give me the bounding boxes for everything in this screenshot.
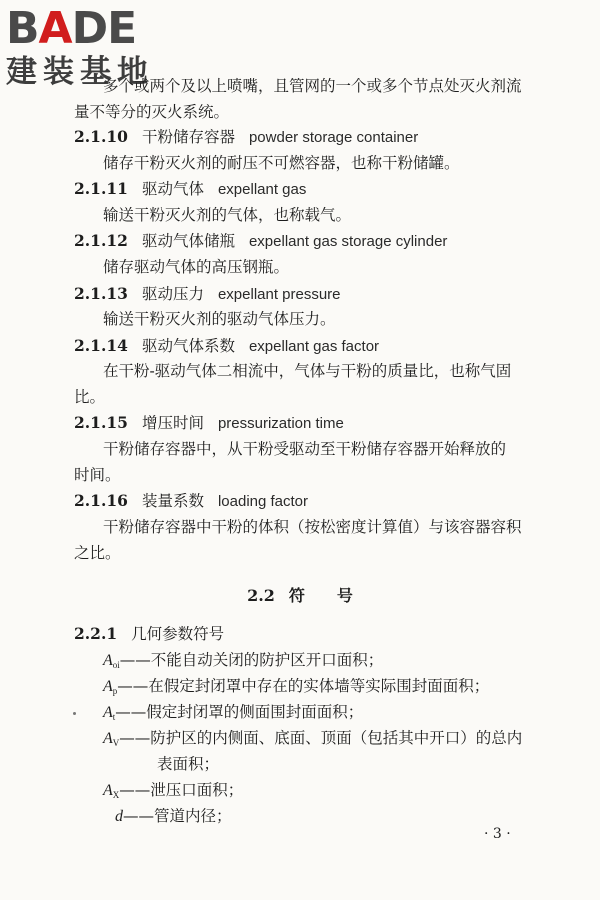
term-chinese: 增压时间	[141, 414, 204, 432]
symbol-entry: $A_V——$防护区的内侧面、底面、顶面（包括其中开口）的总内	[103, 729, 523, 748]
term-definition: 储存驱动气体的高压钢瓶。	[103, 258, 290, 276]
term-english: expellant gas storage cylinder	[248, 233, 448, 250]
term-chinese: 装量系数	[141, 492, 204, 510]
term-english: powder storage container	[248, 129, 419, 146]
symbol-description-cont: 表面积；	[157, 755, 220, 773]
symbol-description: 管道内径；	[154, 807, 232, 825]
logo-tagline: 建装基地	[6, 54, 154, 90]
term-number: 2.1.12	[74, 231, 128, 250]
term-definition: 在干粉-驱动气体二相流中，气体与干粉的质量比，也称气固	[103, 362, 512, 380]
symbol-entry: d——管道内径；	[115, 807, 232, 825]
subsection-heading	[74, 624, 224, 644]
page-number: · 3 ·	[484, 826, 511, 842]
symbol: $A_t$	[103, 704, 116, 722]
term-heading	[74, 336, 379, 357]
term-definition: 储存干粉灭火剂的耐压不可燃容器，也称干粉储罐。	[103, 154, 460, 172]
term-heading	[74, 413, 344, 434]
symbol-description: 防护区的内侧面、底面、顶面（包括其中开口）的总内	[150, 729, 523, 747]
term-number: 2.1.11	[74, 179, 128, 198]
term-definition-cont: 时间。	[74, 466, 121, 484]
term-number: 2.1.16	[74, 491, 128, 510]
logo-wordmark: BADE	[6, 3, 137, 54]
term-number: 2.1.13	[74, 284, 128, 303]
term-chinese: 干粉储存容器	[141, 128, 235, 146]
term-definition-cont: 之比。	[74, 544, 121, 562]
symbol-entry: $A_{oi}——$不能自动关闭的防护区开口面积；	[103, 651, 384, 670]
symbol-description: 不能自动关闭的防护区开口面积；	[150, 651, 384, 669]
term-definition: 输送干粉灭火剂的气体，也称载气。	[103, 206, 352, 224]
symbol-description: 在假定封闭罩中存在的实体墙等实际围封面面积；	[148, 677, 490, 695]
term-chinese: 驱动气体	[141, 180, 204, 198]
term-number: 2.1.10	[74, 127, 128, 146]
continued-paragraph-line-1: 多个或两个及以上喷嘴，且管网的一个或多个节点处灭火剂流	[103, 77, 522, 95]
symbol: d	[115, 808, 123, 825]
term-definition: 干粉储存容器中干粉的体积（按松密度计算值）与该容器容积	[103, 518, 522, 536]
symbol: $A_V$	[103, 730, 120, 748]
term-chinese: 驱动气体储瓶	[141, 232, 235, 250]
term-heading	[74, 231, 447, 252]
symbol: $A_p$	[103, 678, 118, 696]
continued-paragraph-line-2: 量不等分的灭火系统。	[74, 103, 230, 121]
symbol-entry: $A_t——$假定封闭罩的侧面围封面面积；	[103, 703, 364, 722]
term-english: expellant pressure	[217, 286, 341, 303]
symbol: $A_{oi}$	[103, 652, 120, 670]
term-definition: 干粉储存容器中，从干粉受驱动至干粉储存容器开始释放的	[103, 440, 507, 458]
term-english: expellant gas factor	[248, 338, 380, 355]
term-english: pressurization time	[217, 415, 344, 432]
scan-speck	[73, 712, 76, 715]
subsection-title: 几何参数符号	[131, 625, 225, 643]
term-number: 2.1.15	[74, 413, 128, 432]
term-english: loading factor	[217, 493, 309, 510]
symbol: $A_X$	[103, 782, 120, 800]
term-heading	[74, 127, 418, 148]
term-heading	[74, 284, 341, 305]
section-name: 符 号	[288, 586, 353, 605]
term-definition-cont: 比。	[74, 388, 106, 406]
section-title	[0, 583, 600, 606]
term-definition: 输送干粉灭火剂的驱动气体压力。	[103, 310, 336, 328]
symbol-entry: $A_p——$在假定封闭罩中存在的实体墙等实际围封面面积；	[103, 677, 490, 696]
term-number: 2.1.14	[74, 336, 128, 355]
term-heading	[74, 179, 306, 200]
symbol-description: 泄压口面积；	[150, 781, 244, 799]
section-number: 2.2	[247, 586, 275, 605]
term-english: expellant gas	[217, 181, 307, 198]
term-heading	[74, 491, 308, 512]
term-chinese: 驱动气体系数	[141, 337, 235, 355]
symbol-description: 假定封闭罩的侧面围封面面积；	[146, 703, 364, 721]
term-chinese: 驱动压力	[141, 285, 204, 303]
subsection-number: 2.2.1	[74, 624, 118, 643]
symbol-entry: $A_X——$泄压口面积；	[103, 781, 244, 800]
